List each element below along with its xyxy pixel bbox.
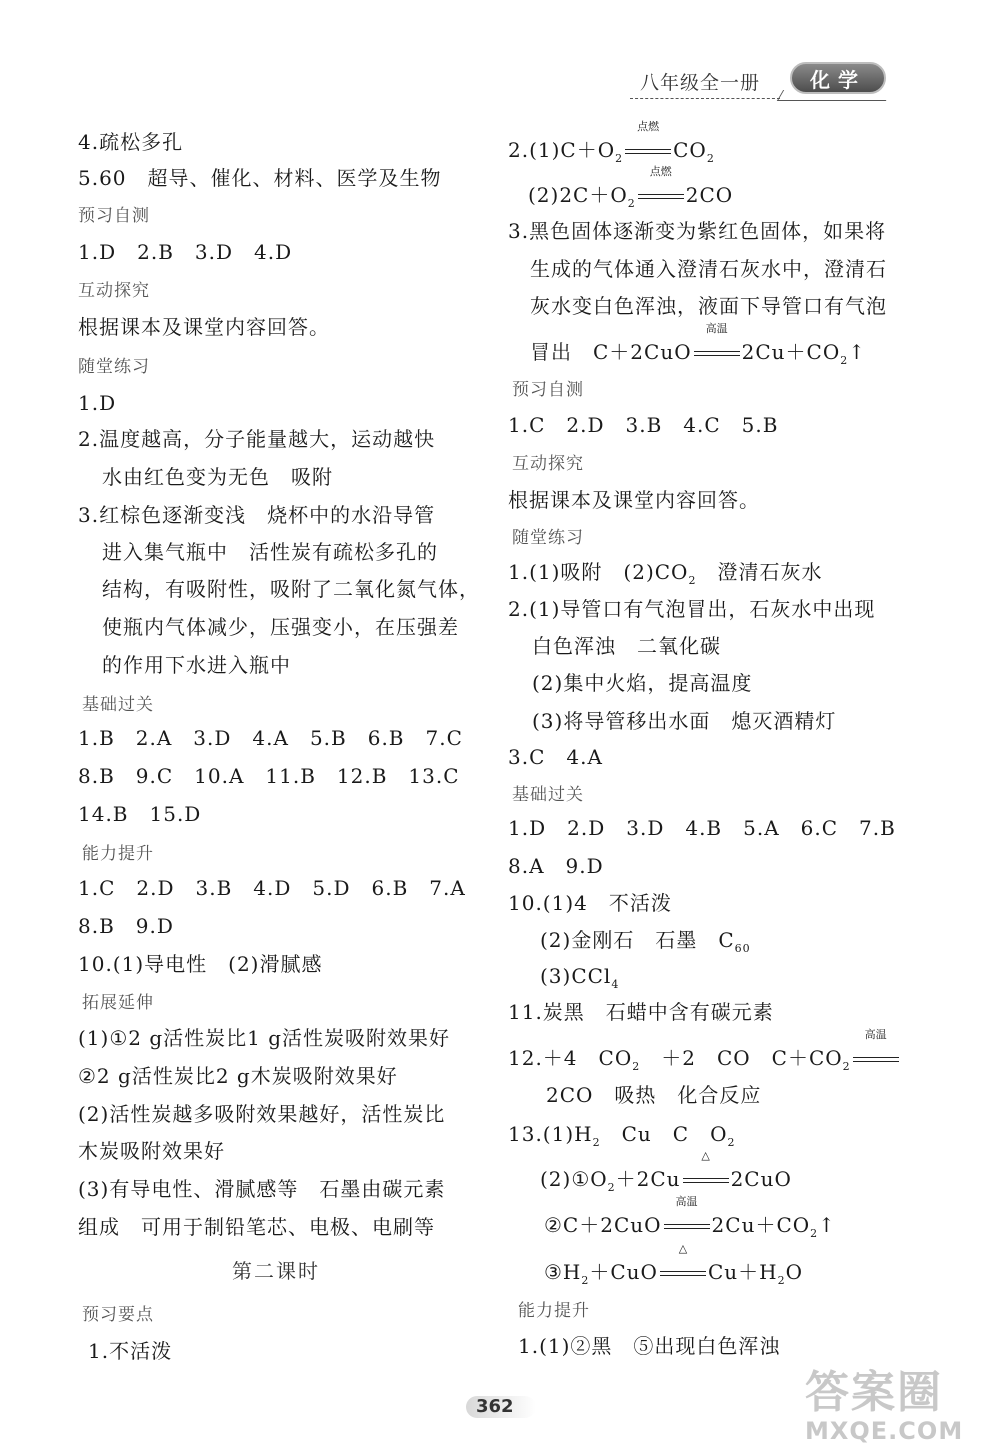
- answer-line: 3.C 4.A: [508, 745, 603, 769]
- reaction-condition: 高温: [694, 337, 740, 367]
- answer-line: 8.B 9.C 10.A 11.B 12.B 13.C: [78, 764, 460, 788]
- answer-line: 1.不活泼: [88, 1339, 173, 1363]
- answer-line: 8.A 9.D: [508, 854, 604, 878]
- answer-line: 1.D 2.B 3.D 4.D: [78, 240, 293, 264]
- answer-line: $13.(1)H_2$ Cu C $O_2$: [508, 1122, 736, 1149]
- section-heading: 互动探究: [78, 281, 150, 301]
- grade-label: 八年级全一册: [640, 72, 761, 94]
- answer-line: 白色浑浊 二氧化碳: [532, 634, 721, 658]
- lesson-title: 第二课时: [232, 1259, 320, 1283]
- answer-line: 14.B 15.D: [78, 802, 202, 826]
- answer-line: 1.(1)②黑 ⑤出现白色浑浊: [518, 1334, 781, 1358]
- reaction-condition: 高温: [664, 1210, 710, 1240]
- answer-line: 10.(1)4 不活泼: [508, 891, 672, 915]
- answer-line: 1.D 2.D 3.D 4.B 5.A 6.C 7.B: [508, 816, 896, 840]
- watermark-logo: 答案圈 MXQE.COM: [805, 1367, 964, 1445]
- subject-badge: 化学: [790, 62, 886, 94]
- answer-line: 1.(1)吸附 $(2)CO_2$ 澄清石灰水: [508, 560, 823, 587]
- answer-line: (2)活性炭越多吸附效果越好，活性炭比: [78, 1102, 446, 1126]
- answer-line: (3)将导管移出水面 熄灭酒精灯: [532, 709, 837, 733]
- equation-line: 冒出 C＋2CuO 高温 $2Cu+CO_2↑$: [530, 322, 866, 367]
- section-heading: 预习自测: [512, 380, 584, 400]
- section-heading: 能力提升: [82, 844, 154, 864]
- answer-line: (2)集中火焰，提高温度: [532, 671, 753, 695]
- equation-line: $(2)2C+O_2$ 点燃 2CO: [528, 165, 734, 210]
- section-heading: 能力提升: [518, 1301, 590, 1321]
- answer-line: 生成的气体通入澄清石灰水中，澄清石: [530, 257, 887, 281]
- reaction-condition: 点燃: [638, 180, 684, 210]
- equation-line: ②C＋2CuO 高温 $2Cu+CO_2↑$: [544, 1195, 836, 1240]
- gas-arrow-icon: ↑: [818, 1213, 836, 1237]
- section-heading: 基础过关: [82, 695, 154, 715]
- answer-line: 1.C 2.D 3.B 4.C 5.B: [508, 413, 779, 437]
- page-number: 362: [466, 1392, 536, 1422]
- header-rule-end: [777, 90, 892, 101]
- section-heading: 预习要点: [82, 1305, 154, 1325]
- answer-line: 4.疏松多孔: [78, 130, 184, 154]
- answer-line: 灰水变白色浑浊，液面下导管口有气泡: [530, 294, 887, 318]
- equation-line: 12.＋4 $CO_2$ ＋2 CO $C+CO_2$ 高温: [508, 1043, 901, 1082]
- answer-line: ②2 g活性炭比2 g木炭吸附效果好: [78, 1064, 398, 1088]
- reaction-condition: △: [660, 1257, 706, 1287]
- section-heading: 拓展延伸: [82, 993, 154, 1013]
- gas-arrow-icon: ↑: [848, 340, 866, 364]
- section-heading: 基础过关: [512, 785, 584, 805]
- answer-line: 8.B 9.D: [78, 914, 174, 938]
- answer-line: (2)金刚石 石墨 $C_{60}$: [540, 928, 751, 955]
- equation-line: $③H_2+CuO$ △ $Cu+H_2O$: [544, 1242, 803, 1287]
- answer-line: (3)有导电性、滑腻感等 石墨由碳元素: [78, 1177, 446, 1201]
- equation-line: $2.(1)C+O_2$ 点燃 $CO_2$: [508, 120, 715, 165]
- answer-line: 进入集气瓶中 活性炭有疏松多孔的: [102, 540, 438, 564]
- answer-line: 2.(1)导管口有气泡冒出，石灰水中出现: [508, 597, 876, 621]
- answer-line: 3.黑色固体逐渐变为紫红色固体，如果将: [508, 219, 887, 243]
- section-heading: 互动探究: [512, 454, 584, 474]
- answer-line: 的作用下水进入瓶中: [102, 653, 291, 677]
- reaction-condition: 高温: [853, 1043, 899, 1073]
- answer-line: 11.炭黑 石蜡中含有碳元素: [508, 1000, 774, 1024]
- section-heading: 预习自测: [78, 206, 150, 226]
- section-heading: 随堂练习: [512, 528, 584, 548]
- answer-line: 使瓶内气体减少，压强变小，在压强差: [102, 615, 459, 639]
- reaction-condition: △: [683, 1164, 729, 1194]
- answer-line: 2.温度越高，分子能量越大，运动越快: [78, 427, 436, 451]
- answer-line: 1.D: [78, 391, 117, 415]
- answer-line: (3)CCl$_4$: [540, 964, 620, 991]
- header-rule: [630, 98, 780, 99]
- answer-line: 根据课本及课堂内容回答。: [508, 488, 760, 512]
- page-header: [630, 58, 892, 102]
- equation-line: $(2)①O_2+2Cu$ △ 2CuO: [540, 1149, 792, 1194]
- answer-line: 3.红棕色逐渐变浅 烧杯中的水沿导管: [78, 503, 436, 527]
- answer-line: 5.60 超导、催化、材料、医学及生物: [78, 166, 442, 190]
- answer-line: 水由红色变为无色 吸附: [102, 465, 333, 489]
- section-heading: 随堂练习: [78, 357, 150, 377]
- answer-line: 根据课本及课堂内容回答。: [78, 315, 330, 339]
- answer-line: 1.B 2.A 3.D 4.A 5.B 6.B 7.C: [78, 726, 463, 750]
- answer-line: 2CO 吸热 化合反应: [546, 1083, 762, 1107]
- answer-line: 1.C 2.D 3.B 4.D 5.D 6.B 7.A: [78, 876, 466, 900]
- answer-line: (1)①2 g活性炭比1 g活性炭吸附效果好: [78, 1026, 451, 1050]
- answer-line: 木炭吸附效果好: [78, 1139, 225, 1163]
- answer-line: 10.(1)导电性 (2)滑腻感: [78, 952, 323, 976]
- reaction-condition: 点燃: [625, 135, 671, 165]
- answer-line: 组成 可用于制铅笔芯、电极、电刷等: [78, 1215, 435, 1239]
- answer-line: 结构，有吸附性，吸附了二氧化氮气体，: [102, 577, 480, 601]
